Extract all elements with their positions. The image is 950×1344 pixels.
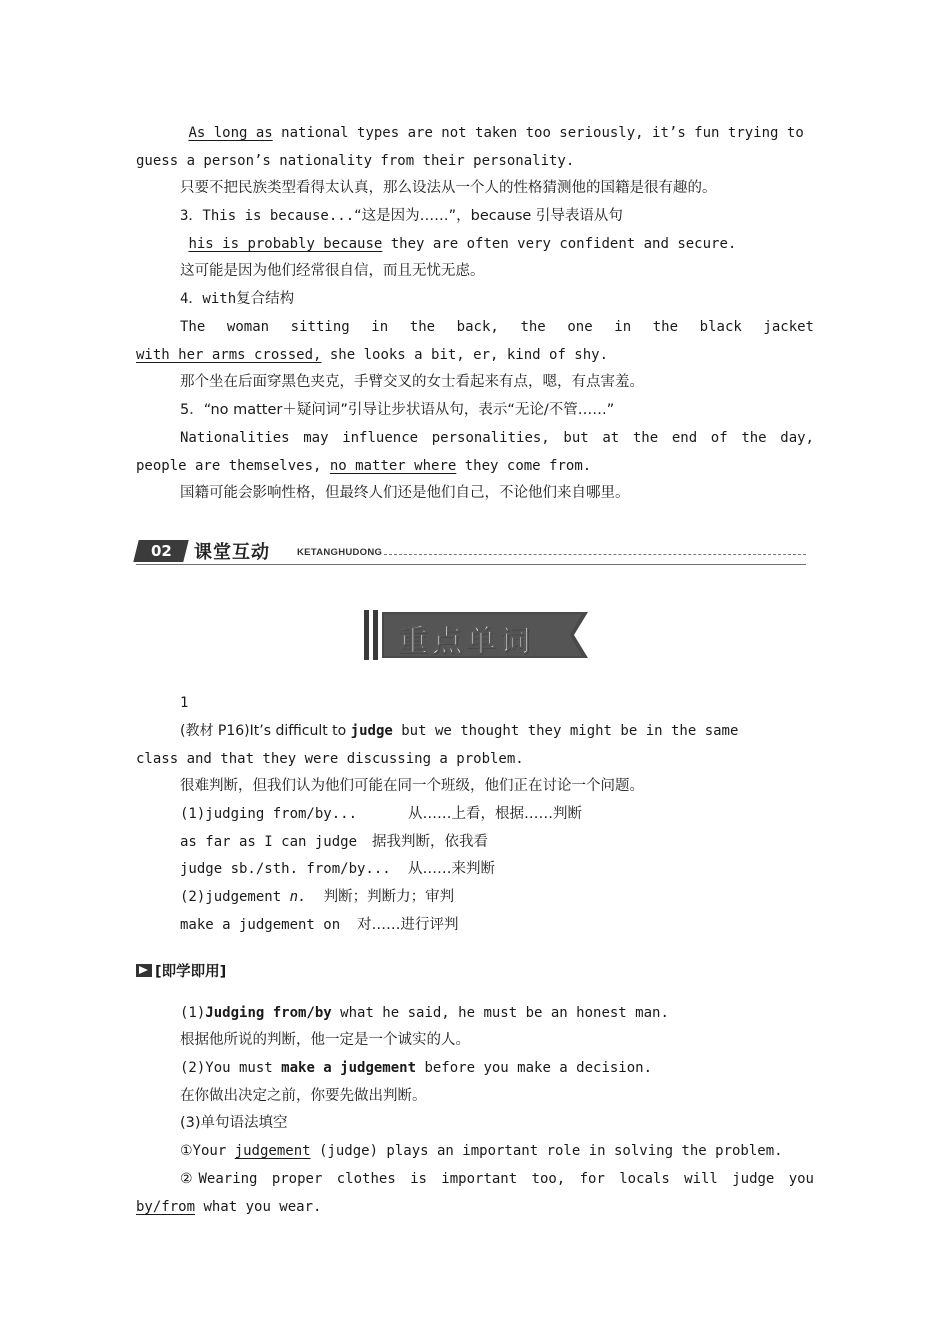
translation-line: 根据他所说的判断，他一定是一个诚实的人。 bbox=[180, 1032, 470, 1048]
text-span: ①Your bbox=[180, 1143, 235, 1159]
text-span: “这是因为……”，because 引导表语从句 bbox=[354, 208, 623, 224]
phrase-meaning: 对……进行评判 bbox=[357, 917, 459, 933]
section-number-badge: 02 bbox=[133, 540, 188, 562]
section-underline bbox=[136, 564, 806, 565]
text-span: people are themselves, bbox=[136, 458, 330, 474]
paragraph-line bbox=[136, 341, 814, 369]
underlined-phrase: no matter where bbox=[329, 458, 457, 474]
translation-line: 在你做出决定之前，你要先做出判断。 bbox=[180, 1088, 427, 1104]
translation-line: 这可能是因为他们经常很自信，而且无忧无虑。 bbox=[180, 263, 485, 279]
paragraph-line bbox=[180, 230, 814, 258]
exercise-line: ②Wearing proper clothes is important too, for locals will judge you bbox=[180, 1171, 814, 1187]
exercise-line bbox=[136, 1193, 814, 1221]
translation-line: 只要不把民族类型看得太认真，那么设法从一个人的性格猜测他的国籍是很有趣的。 bbox=[180, 180, 717, 196]
text-span: 4．with bbox=[180, 291, 237, 307]
text-span: they come from. bbox=[456, 458, 592, 474]
grammar-heading bbox=[180, 285, 814, 313]
paragraph-line: guess a person’s nationality from their personality. bbox=[136, 153, 575, 169]
key-words-banner bbox=[364, 610, 588, 660]
text-span: 3．This is because... bbox=[180, 208, 355, 224]
paragraph-line bbox=[136, 452, 814, 480]
keyword: Judging from/by bbox=[205, 1005, 332, 1021]
text-span: what he said, he must be an honest man. bbox=[331, 1005, 669, 1021]
phrase-meaning: 从……来判断 bbox=[408, 861, 495, 877]
phrase-entry bbox=[180, 800, 814, 828]
text-span: (1) bbox=[180, 1005, 206, 1021]
item-number: 1 bbox=[180, 695, 189, 711]
text-span: (教材 P16)It’s difficult to bbox=[180, 723, 351, 739]
text-span: they are often very confident and secure. bbox=[382, 236, 737, 252]
practice-label-text: [即学即用] bbox=[155, 964, 227, 980]
text-span: (2)You must bbox=[180, 1060, 282, 1076]
text-span: national types are not taken too seriously, it’s fun trying to bbox=[272, 125, 804, 141]
text-span: she looks a bit, er, kind of shy. bbox=[321, 347, 609, 363]
section-title: 课堂互动 bbox=[194, 542, 270, 563]
underlined-phrase: his is probably because bbox=[188, 236, 383, 252]
text-span: what you wear. bbox=[195, 1199, 322, 1215]
text-span: before you make a decision. bbox=[416, 1060, 653, 1076]
text-span: but we thought they might be in the same bbox=[392, 723, 739, 739]
phrase-meaning: 从……上看，根据……判断 bbox=[408, 806, 582, 822]
underlined-phrase: with her arms crossed, bbox=[136, 347, 322, 363]
example-line bbox=[180, 999, 814, 1027]
phrase-meaning: 据我判断，依我看 bbox=[372, 834, 488, 850]
answer-blank: judgement bbox=[234, 1143, 311, 1159]
phrase-meaning: 判断；判断力；审判 bbox=[323, 889, 455, 905]
banner-title: 重点单词 bbox=[398, 624, 534, 659]
exercise-heading: (3)单句语法填空 bbox=[180, 1115, 288, 1131]
answer-blank: by/from bbox=[136, 1199, 196, 1215]
phrase-entry bbox=[180, 828, 814, 856]
text-span: 复合结构 bbox=[236, 291, 295, 307]
paragraph-line bbox=[180, 119, 814, 147]
phrase-entry bbox=[180, 883, 814, 911]
paragraph-line: class and that they were discussing a problem. bbox=[136, 751, 524, 767]
example-line bbox=[180, 1054, 814, 1082]
phrase-entry bbox=[180, 911, 814, 939]
section-header bbox=[136, 536, 806, 566]
underlined-phrase: As long as bbox=[188, 125, 273, 141]
section-subtitle: KETANGHUDONG bbox=[297, 547, 383, 558]
translation-line: 国籍可能会影响性格，但最终人们还是他们自己，不论他们来自哪里。 bbox=[180, 485, 630, 501]
grammar-heading: 5．“no matter＋疑问词”引导让步状语从句，表示“无论/不管……” bbox=[180, 402, 615, 418]
translation-line: 那个坐在后面穿黑色夹克，手臂交叉的女士看起来有点，嗯，有点害羞。 bbox=[180, 374, 644, 390]
keyword: judge bbox=[350, 723, 393, 739]
text-span: (judge) plays an important role in solving the problem. bbox=[310, 1143, 783, 1159]
phrase: (2)judgement bbox=[180, 889, 290, 905]
part-of-speech: n. bbox=[289, 889, 307, 905]
grammar-heading bbox=[180, 202, 814, 230]
paragraph-line: Nationalities may influence personalities, but at the end of the day, bbox=[180, 430, 814, 446]
play-icon bbox=[136, 964, 152, 977]
phrase: (1)judging from/by... bbox=[180, 806, 358, 822]
phrase: make a judgement on bbox=[180, 917, 341, 933]
practice-label bbox=[136, 958, 814, 986]
phrase-entry bbox=[180, 855, 814, 883]
exercise-line bbox=[180, 1137, 814, 1165]
translation-line: 很难判断，但我们认为他们可能在同一个班级，他们正在讨论一个问题。 bbox=[180, 778, 644, 794]
phrase: as far as I can judge bbox=[180, 834, 358, 850]
paragraph-line bbox=[180, 717, 814, 745]
dashed-divider bbox=[384, 554, 806, 555]
paragraph-line: The woman sitting in the back, the one in the black jacket bbox=[180, 319, 814, 335]
phrase: judge sb./sth. from/by... bbox=[180, 861, 391, 877]
keyword: make a judgement bbox=[281, 1060, 417, 1076]
